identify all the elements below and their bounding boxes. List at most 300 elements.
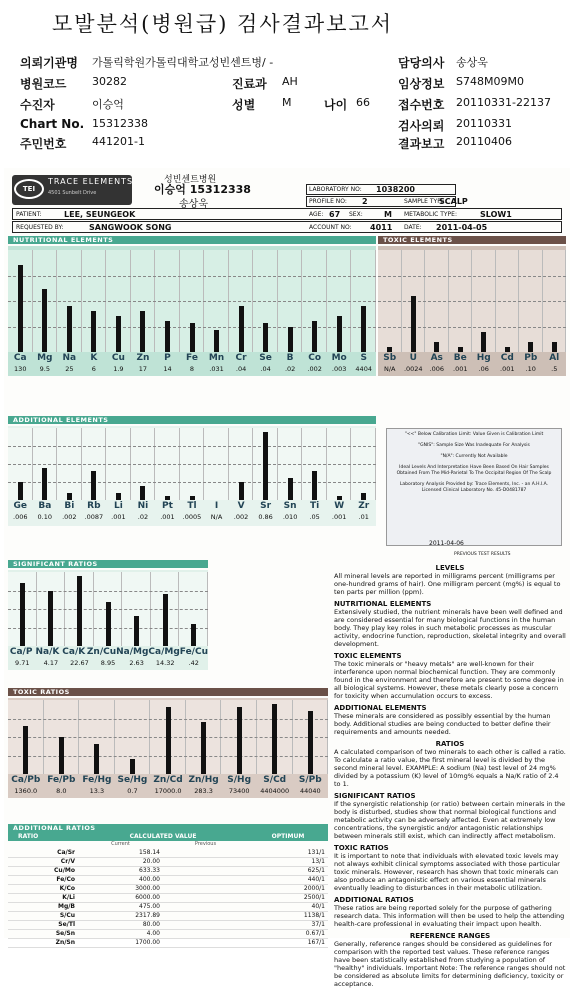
bar-Li bbox=[116, 493, 121, 500]
explanation-text: All mineral levels are reported in milligrams percent (milligrams per one-hundred grams of hair). One milligram percent (mg%) is equal to ten parts per million (ppm). bbox=[334, 572, 561, 596]
ratio-value: 20.00 bbox=[78, 857, 163, 866]
toxic-ratios-heading: TOXIC RATIOS bbox=[8, 688, 328, 696]
header-value: 66 bbox=[356, 96, 370, 109]
bar-Pb bbox=[528, 342, 533, 352]
category-label: Cr bbox=[235, 353, 247, 363]
value-label: 25 bbox=[65, 365, 74, 373]
header-value: 20110331 bbox=[456, 117, 512, 130]
value-label: .002 bbox=[233, 513, 249, 521]
value-label: 6 bbox=[91, 365, 96, 373]
explanation-text: Generally, reference ranges should be considered as guidelines for comparison with the reported test values. These reference ranges have been statistically established from studying a population of "healthy" individuals. Important Note: The reference ranges should not be considered as absolute limits for determining deficiency, toxicity or acceptance. bbox=[334, 940, 566, 988]
value-label: .010 bbox=[282, 513, 298, 521]
explanation-heading: ADDITIONAL ELEMENTS bbox=[334, 704, 427, 712]
bar-P bbox=[165, 321, 170, 352]
category-label: Hg bbox=[476, 353, 491, 363]
value-label: 0.10 bbox=[37, 513, 53, 521]
ratio-optimum: 0.67/1 bbox=[248, 929, 328, 938]
plot-area bbox=[8, 428, 376, 500]
explanation-text: It is important to note that individuals with elevated toxic levels may not always exhibit clinical symptoms associated with those particular toxic minerals. However, research has shown that toxic minerals can also produce an antagonistic effect on various essential minerals eventually leading to disturbances in their metabolic utilization. bbox=[334, 852, 560, 892]
metabolic-type: SLOW1 bbox=[480, 210, 512, 219]
category-label: Li bbox=[113, 501, 123, 511]
value-label: .001 bbox=[453, 365, 468, 373]
header-value: 20110406 bbox=[456, 135, 512, 148]
plot-area bbox=[378, 250, 566, 352]
value-label: .04 bbox=[235, 365, 247, 373]
bar-Ca bbox=[18, 265, 23, 352]
value-label: .04 bbox=[260, 365, 271, 373]
ratio-value: 80.00 bbox=[78, 920, 163, 929]
category-label: I bbox=[214, 501, 219, 511]
value-label: .006 bbox=[13, 513, 28, 521]
header-label: 의뢰기관명 bbox=[20, 56, 78, 70]
header-value: S748M09M0 bbox=[456, 75, 524, 88]
bar-Ca/Mg bbox=[163, 594, 168, 646]
additional-heading: ADDITIONAL ELEMENTS bbox=[8, 416, 376, 424]
ratio-previous bbox=[163, 929, 248, 938]
ratio-optimum: 2500/1 bbox=[248, 893, 328, 902]
lab-no-label: LABORATORY NO: bbox=[309, 186, 362, 193]
value-label: 1360.0 bbox=[14, 787, 38, 795]
explanation-text: If the synergistic relationship (or ratio) between certain minerals in the body is disturbed, studies show that normal biological functions and metabolic activity can be adversely affected. Even at extremely low concentrations, the synergistic and/or antagonistic relationships between minerals still exist, which can indirectly affect metabolism. bbox=[334, 800, 566, 840]
header-value: M bbox=[282, 96, 292, 109]
explanation-text: These minerals are considered as possibly essential by the human body. Additional studies are being conducted to better define their requirements and amounts needed. bbox=[334, 712, 551, 736]
ratio-previous bbox=[163, 902, 248, 911]
bar-Ca/Pb bbox=[23, 726, 28, 774]
toxic-ratios-panel bbox=[8, 688, 328, 808]
ratio-value: 475.00 bbox=[78, 902, 163, 911]
value-label: 8 bbox=[189, 365, 195, 373]
plot-area bbox=[8, 700, 328, 774]
category-label: S/Cd bbox=[263, 775, 287, 785]
value-label: 0.7 bbox=[127, 787, 138, 795]
bar-Ti bbox=[312, 471, 317, 500]
explanation-text: Extensively studied, the nutrient minerals have been well defined and are considered essential for many biological functions in the human body. They play key roles in such metabolic processes as muscular activity, endocrine function, reproduction, skeletal integrity and overall development. bbox=[334, 608, 566, 648]
age-label: AGE: bbox=[309, 211, 324, 218]
bar-Tl bbox=[190, 496, 195, 500]
legend-below: "<<" Below Calibration Limit: Value Given is Calibration Limit bbox=[404, 432, 544, 437]
value-label: 2.63 bbox=[129, 659, 144, 667]
col-optimum: OPTIMUM bbox=[271, 833, 305, 840]
ratio-ratio: Cr/V bbox=[8, 857, 78, 866]
value-label: 73400 bbox=[228, 787, 250, 795]
explanation-panel bbox=[334, 560, 566, 988]
category-label: Ti bbox=[310, 501, 320, 511]
table-row bbox=[8, 911, 328, 920]
bar-Be bbox=[458, 347, 463, 352]
header-label: 수진자 bbox=[20, 98, 55, 112]
gridline bbox=[378, 327, 566, 328]
gridline bbox=[8, 301, 376, 302]
bar-Pt bbox=[165, 496, 170, 500]
value-label: 14 bbox=[163, 365, 172, 373]
header-label: 접수번호 bbox=[398, 98, 445, 112]
bar-Zn/Hg bbox=[201, 722, 206, 774]
category-label: Se bbox=[259, 353, 272, 363]
ratio-previous bbox=[163, 857, 248, 866]
category-label: Cd bbox=[500, 353, 514, 363]
bar-S/Cd bbox=[272, 704, 277, 774]
category-label: Sr bbox=[260, 501, 272, 511]
category-label: W bbox=[334, 501, 345, 511]
value-label: 17 bbox=[138, 365, 148, 373]
significant-panel bbox=[8, 560, 208, 680]
category-label: Tl bbox=[187, 501, 197, 511]
ratio-ratio: Zn/Sn bbox=[8, 938, 78, 947]
value-label: .10 bbox=[525, 365, 536, 373]
sex-label: SEX: bbox=[349, 211, 363, 218]
value-label: .003 bbox=[331, 365, 347, 373]
value-label: .02 bbox=[137, 513, 149, 521]
category-label: Fe/Hg bbox=[82, 775, 112, 785]
value-label: .5 bbox=[551, 365, 558, 373]
significant-heading: SIGNIFICANT RATIOS bbox=[8, 560, 208, 568]
ratio-previous bbox=[163, 911, 248, 920]
requested-label: REQUESTED BY: bbox=[16, 224, 64, 231]
bar-U bbox=[411, 296, 416, 352]
category-label: Zn/Cd bbox=[153, 775, 183, 785]
category-label: Zn bbox=[136, 353, 150, 363]
category-label: As bbox=[430, 353, 443, 363]
header-value: 20110331-22137 bbox=[456, 96, 551, 109]
legend-ideal: Ideal Levels And Interpretation Have Been Based On Hair Samples Obtained From The Mid-Parietal To The Occipital Region Of The Scalp bbox=[396, 465, 552, 476]
plot-area bbox=[8, 250, 376, 352]
bar-S bbox=[361, 306, 366, 352]
gridline bbox=[8, 591, 208, 592]
ratio-previous bbox=[163, 920, 248, 929]
ratio-optimum: 40/1 bbox=[248, 902, 328, 911]
col-current: Current bbox=[111, 841, 130, 847]
ratio-previous bbox=[163, 893, 248, 902]
metabolic-label: METABOLIC TYPE: bbox=[404, 211, 457, 218]
legend-na: "N/A": Currently Not Available bbox=[440, 454, 508, 459]
bar-W bbox=[337, 496, 342, 500]
explanation-heading: TOXIC RATIOS bbox=[334, 844, 389, 852]
category-label: Cu bbox=[111, 353, 125, 363]
ratio-previous bbox=[163, 848, 248, 857]
header-label: 성별 bbox=[232, 98, 256, 112]
header-label: 임상정보 bbox=[398, 77, 445, 91]
ratio-ratio: K/Li bbox=[8, 893, 78, 902]
ratio-optimum: 167/1 bbox=[248, 938, 328, 947]
bar-Fe bbox=[190, 323, 195, 352]
header-value: 이승억 bbox=[92, 98, 124, 111]
explanation-heading: REFERENCE RANGES bbox=[409, 932, 491, 940]
toxic-heading: TOXIC ELEMENTS bbox=[378, 236, 566, 244]
bar-Hg bbox=[481, 332, 486, 352]
value-label: .02 bbox=[284, 365, 296, 373]
value-label: .42 bbox=[188, 659, 199, 667]
test-date: 2011-04-06 bbox=[429, 540, 464, 547]
category-label: Sb bbox=[383, 353, 397, 363]
value-label: .0024 bbox=[403, 365, 423, 373]
previous-results: PREVIOUS TEST RESULTS bbox=[454, 552, 511, 557]
bar-Ni bbox=[140, 486, 145, 500]
header-label: 담당의사 bbox=[398, 56, 445, 70]
ratio-ratio: S/Cu bbox=[8, 911, 78, 920]
sex-value: M bbox=[384, 210, 392, 219]
additional-panel bbox=[8, 416, 376, 546]
table-row bbox=[8, 920, 328, 929]
ratio-ratio: Mg/B bbox=[8, 902, 78, 911]
bar-Zn/Cu bbox=[106, 602, 111, 646]
profile-no: 2 bbox=[362, 197, 368, 206]
explanation-heading: TOXIC ELEMENTS bbox=[334, 652, 402, 660]
bar-Na/Mg bbox=[134, 616, 139, 646]
category-label: U bbox=[409, 353, 417, 363]
category-label: S/Hg bbox=[227, 775, 252, 785]
value-label: .06 bbox=[478, 365, 489, 373]
account-label: ACCOUNT NO: bbox=[309, 224, 352, 231]
col-ratio: RATIO bbox=[18, 833, 39, 840]
legend-gnis: "GNIS": Sample Size Was Inadequate For Analysis bbox=[418, 443, 530, 448]
bar-Se bbox=[263, 323, 268, 352]
category-label: Ca/Pb bbox=[11, 775, 41, 785]
category-label: Mo bbox=[331, 353, 347, 363]
category-label: B bbox=[286, 353, 294, 363]
ratio-optimum: 13/1 bbox=[248, 857, 328, 866]
ratio-ratio: Cu/Mo bbox=[8, 866, 78, 875]
explanation-heading: SIGNIFICANT RATIOS bbox=[334, 792, 416, 800]
explanation-text: These ratios are being reported solely for the purpose of gathering research data. This information will then be used to help the attending health-care professional in evaluating their impact upon health. bbox=[334, 904, 565, 928]
ratio-value: 4.00 bbox=[78, 929, 163, 938]
value-label: 4404000 bbox=[260, 787, 290, 795]
value-label: 283.3 bbox=[194, 787, 213, 795]
lab-address: 4501 Sunbelt Drive bbox=[48, 190, 97, 196]
category-label: Zr bbox=[358, 501, 370, 511]
ratio-value: 633.33 bbox=[78, 866, 163, 875]
category-label: Ca/Mg bbox=[148, 647, 180, 657]
bar-Cd bbox=[505, 347, 510, 352]
value-label: .002 bbox=[62, 513, 77, 521]
hospital-stamp: 성빈센트병원 bbox=[164, 175, 217, 185]
explanation-text: A calculated comparison of two minerals to each other is called a ratio. To calculate a ratio value, the first mineral level is divided by the second mineral level. EXAMPLE: A sodium (Na) test level of 24 mg% divided by a potassium (K) level of 10mg% equals a Na/K ratio of 2.4 to 1. bbox=[334, 748, 566, 788]
value-label: 22.67 bbox=[70, 659, 89, 667]
bar-Na bbox=[67, 306, 72, 352]
profile-label: PROFILE NO: bbox=[309, 198, 347, 205]
category-label: S/Pb bbox=[298, 775, 322, 785]
lab-logo: TEI bbox=[14, 179, 44, 199]
ratio-previous bbox=[163, 866, 248, 875]
bar-Bi bbox=[67, 493, 72, 500]
lab-name: TRACE ELEMENTS bbox=[48, 177, 134, 186]
category-label: Na/K bbox=[35, 647, 60, 657]
bar-S/Hg bbox=[237, 707, 242, 774]
category-label: Mn bbox=[208, 353, 225, 363]
gridline bbox=[8, 482, 376, 483]
header-value: AH bbox=[282, 75, 298, 88]
value-label: 8.95 bbox=[100, 659, 116, 667]
explanation-heading: ADDITIONAL RATIOS bbox=[334, 896, 414, 904]
value-label: 4404 bbox=[355, 365, 372, 373]
explanation-heading: NUTRITIONAL ELEMENTS bbox=[334, 600, 432, 608]
value-label: .001 bbox=[500, 365, 515, 373]
header-value: 가톨릭학원가톨릭대학교성빈센트병/ - bbox=[92, 56, 274, 69]
value-label: 44040 bbox=[299, 787, 321, 795]
bar-K bbox=[91, 311, 96, 352]
value-label: .002 bbox=[307, 365, 322, 373]
value-label: 9.71 bbox=[15, 659, 30, 667]
value-label: .01 bbox=[358, 513, 369, 521]
bar-Mg bbox=[42, 289, 47, 352]
value-label: N/A bbox=[384, 365, 396, 373]
table-row bbox=[8, 857, 328, 866]
report-title: 모발분석(병원급) 검사결과보고서 bbox=[52, 12, 394, 36]
value-label: 4.17 bbox=[43, 659, 59, 667]
bar-Mn bbox=[214, 330, 219, 352]
bar-Na/K bbox=[48, 591, 53, 647]
ratio-value: 3000.00 bbox=[78, 884, 163, 893]
gridline bbox=[8, 446, 376, 447]
table-row bbox=[8, 866, 328, 875]
header-label: 주민번호 bbox=[20, 137, 67, 151]
ratio-value: 1700.00 bbox=[78, 938, 163, 947]
value-label: 8.0 bbox=[56, 787, 67, 795]
bar-Zn/Cd bbox=[166, 707, 171, 774]
ratio-optimum: 131/1 bbox=[248, 848, 328, 857]
category-label: Fe/Cu bbox=[179, 647, 208, 657]
value-label: .001 bbox=[111, 513, 126, 521]
ratio-optimum: 440/1 bbox=[248, 875, 328, 884]
ratio-ratio: Fe/Co bbox=[8, 875, 78, 884]
value-label: .031 bbox=[209, 365, 224, 373]
account-no: 4011 bbox=[370, 223, 393, 232]
bar-Sb bbox=[387, 347, 392, 352]
bar-As bbox=[434, 342, 439, 352]
value-label: .001 bbox=[331, 513, 347, 521]
age-value: 67 bbox=[329, 210, 341, 219]
category-label: Mg bbox=[37, 353, 53, 363]
bar-V bbox=[239, 482, 244, 500]
legend-lab: Laboratory Analysis Provided by: Trace Elements, Inc. - an A.H.I.A. Licensed Clinical Laboratory No. 45-D0481787 bbox=[399, 482, 549, 493]
ratio-ratio: K/Co bbox=[8, 884, 78, 893]
value-label: .0005 bbox=[182, 513, 202, 521]
explanation-text: The toxic minerals or "heavy metals" are well-known for their interference upon normal biochemical function. They are commonly found in the environment and therefore are present to some degree in all biological systems. However, these metals clearly pose a concern for toxicity when accumulation occurs to excess. bbox=[334, 660, 564, 700]
bar-Rb bbox=[91, 471, 96, 500]
bar-Zn bbox=[140, 311, 145, 352]
bar-Cr bbox=[239, 306, 244, 352]
stamp-patient: 이승억 15312338 bbox=[154, 183, 251, 196]
bar-Cu bbox=[116, 316, 121, 352]
legend-box bbox=[386, 428, 562, 546]
category-label: Ca bbox=[13, 353, 27, 363]
value-label: 17000.0 bbox=[154, 787, 182, 795]
value-label: 130 bbox=[14, 365, 27, 373]
ratio-previous bbox=[163, 884, 248, 893]
value-label: .006 bbox=[429, 365, 444, 373]
table-row bbox=[8, 884, 328, 893]
ratio-optimum: 37/1 bbox=[248, 920, 328, 929]
category-label: Zn/Cu bbox=[86, 647, 117, 657]
category-label: S bbox=[360, 353, 367, 363]
category-label: Ca/K bbox=[62, 647, 86, 657]
category-label: Se/Hg bbox=[117, 775, 148, 785]
requested-by: SANGWOOK SONG bbox=[89, 223, 172, 232]
header-value: 30282 bbox=[92, 75, 127, 88]
bar-B bbox=[288, 327, 293, 353]
category-label: Fe/Pb bbox=[47, 775, 76, 785]
report-date: 2011-04-05 bbox=[436, 223, 488, 232]
ratio-ratio: Se/Tl bbox=[8, 920, 78, 929]
category-label: Ni bbox=[137, 501, 149, 511]
value-label: 1.9 bbox=[113, 365, 124, 373]
bar-Fe/Cu bbox=[191, 624, 196, 646]
category-label: Pb bbox=[524, 353, 538, 363]
ratio-previous bbox=[163, 875, 248, 884]
value-label: 0.86 bbox=[258, 513, 273, 521]
bar-Sn bbox=[288, 478, 293, 500]
ratio-value: 2317.89 bbox=[78, 911, 163, 920]
nutritional-panel bbox=[8, 236, 376, 400]
header-value: 15312338 bbox=[92, 117, 148, 130]
bar-Ca/P bbox=[20, 583, 25, 646]
header-value: 441201-1 bbox=[92, 135, 145, 148]
value-label: N/A bbox=[210, 513, 223, 521]
explanation-heading: LEVELS bbox=[435, 564, 465, 572]
stamp-doctor: 송상욱 bbox=[179, 199, 208, 210]
bar-Se/Hg bbox=[130, 759, 135, 774]
bar-Co bbox=[312, 321, 317, 352]
category-label: Ba bbox=[38, 501, 52, 511]
col-calculated: CALCULATED VALUE bbox=[129, 833, 197, 840]
ratio-optimum: 1138/1 bbox=[248, 911, 328, 920]
additional-ratios-heading: ADDITIONAL RATIOS bbox=[8, 824, 328, 832]
category-label: K bbox=[90, 353, 98, 363]
bar-Zr bbox=[361, 493, 366, 500]
value-label: 13.3 bbox=[89, 787, 105, 795]
table-row bbox=[8, 893, 328, 902]
additional-ratios-table bbox=[8, 848, 328, 948]
bar-Ca/K bbox=[77, 576, 82, 646]
bar-Fe/Pb bbox=[59, 737, 64, 774]
header-value: 송상욱 bbox=[456, 56, 488, 69]
bar-Al bbox=[552, 342, 557, 352]
sample-label: SAMPLE TYPE: bbox=[404, 198, 447, 205]
bar-Fe/Hg bbox=[94, 744, 99, 774]
category-label: Zn/Hg bbox=[188, 775, 219, 785]
patient-label: PATIENT: bbox=[16, 211, 42, 218]
category-label: Co bbox=[308, 353, 322, 363]
header-label: 나이 bbox=[324, 98, 348, 112]
sample-type: SCALP bbox=[439, 197, 468, 206]
table-row bbox=[8, 875, 328, 884]
plot-area bbox=[8, 572, 208, 646]
gridline bbox=[8, 464, 376, 465]
explanation-heading: RATIOS bbox=[435, 740, 465, 748]
nutritional-heading: NUTRITIONAL ELEMENTS bbox=[8, 236, 376, 244]
bar-Ge bbox=[18, 482, 23, 500]
value-label: 14.32 bbox=[155, 659, 175, 667]
category-label: Pt bbox=[162, 501, 173, 511]
ratio-optimum: 625/1 bbox=[248, 866, 328, 875]
category-label: Rb bbox=[87, 501, 101, 511]
category-label: P bbox=[164, 353, 171, 363]
value-label: .001 bbox=[160, 513, 175, 521]
value-label: 9.5 bbox=[39, 365, 50, 373]
bar-Sr bbox=[263, 432, 268, 500]
category-label: Bi bbox=[64, 501, 75, 511]
col-previous: Previous bbox=[194, 841, 217, 847]
category-label: Ge bbox=[13, 501, 28, 511]
bar-Ba bbox=[42, 468, 47, 500]
category-label: Na/Mg bbox=[116, 647, 149, 657]
ratio-previous bbox=[163, 938, 248, 947]
ratio-value: 400.00 bbox=[78, 875, 163, 884]
category-label: Fe bbox=[186, 353, 198, 363]
toxic-panel bbox=[378, 236, 566, 400]
gridline bbox=[378, 301, 566, 302]
header-label: 진료과 bbox=[232, 77, 267, 91]
table-row bbox=[8, 848, 328, 857]
